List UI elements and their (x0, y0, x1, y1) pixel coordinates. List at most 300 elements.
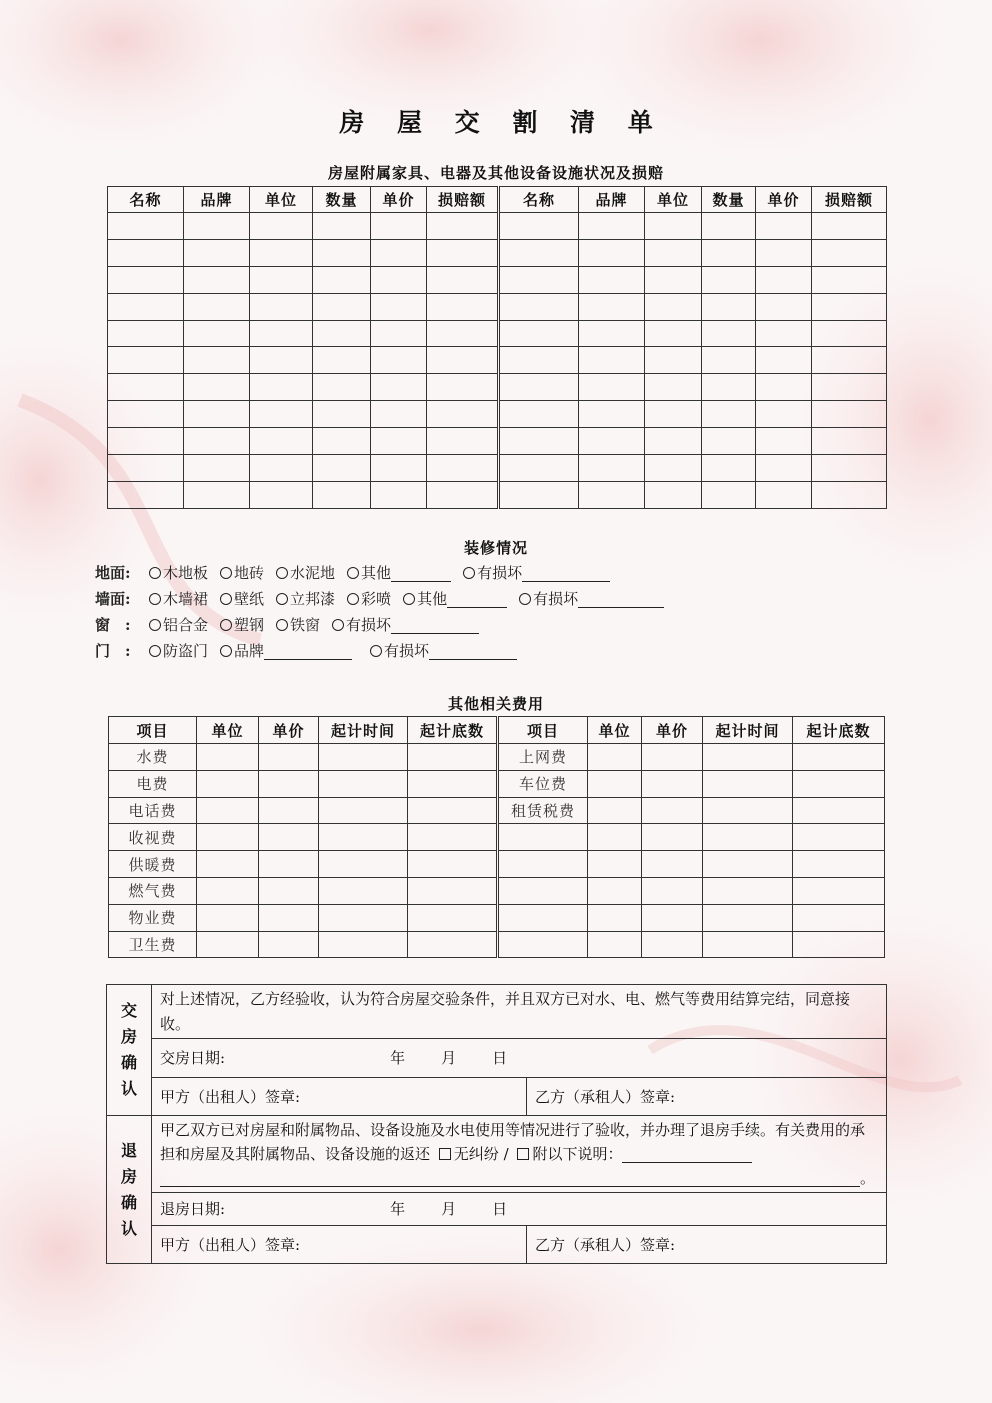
fee-cell[interactable] (259, 851, 319, 878)
radio-circle-icon (276, 593, 288, 605)
fee-row (109, 931, 885, 958)
option-cement[interactable]: 水泥地 (276, 562, 335, 584)
furniture-cell[interactable] (250, 455, 313, 482)
option-damaged[interactable]: 有损坏 (463, 562, 610, 584)
furniture-cell[interactable] (756, 293, 812, 320)
furniture-cell[interactable] (645, 455, 702, 482)
checkout-date[interactable] (152, 1193, 887, 1226)
furniture-cell[interactable] (499, 239, 579, 266)
note-blank[interactable] (622, 1146, 752, 1163)
checkout-date-row (107, 1193, 887, 1226)
option-damaged[interactable]: 有损坏 (519, 588, 664, 610)
furniture-cell[interactable] (184, 428, 250, 455)
furniture-cell[interactable] (250, 293, 313, 320)
fee-cell[interactable] (408, 824, 498, 851)
furniture-cell[interactable] (645, 293, 702, 320)
furniture-cell[interactable] (427, 293, 499, 320)
fee-item-left: 收视费 (109, 824, 197, 851)
header-unit: 单位 (645, 187, 702, 213)
fee-cell[interactable] (642, 877, 703, 904)
furniture-cell[interactable] (499, 428, 579, 455)
header-start-time: 起计时间 (319, 717, 408, 744)
furniture-cell[interactable] (702, 320, 756, 347)
option-other[interactable]: 其他 (347, 562, 451, 584)
radio-circle-icon (220, 645, 232, 657)
fee-row (109, 824, 885, 851)
fee-cell[interactable] (259, 744, 319, 771)
furniture-cell[interactable] (756, 239, 812, 266)
furniture-cell[interactable] (579, 455, 645, 482)
furniture-cell[interactable] (702, 401, 756, 428)
furniture-cell[interactable] (108, 455, 184, 482)
furniture-cell[interactable] (812, 347, 887, 374)
fee-cell[interactable] (319, 931, 408, 958)
day-label: 日 (492, 1200, 508, 1218)
furniture-cell[interactable] (812, 266, 887, 293)
furniture-cell[interactable] (499, 481, 579, 508)
furniture-cell[interactable] (645, 481, 702, 508)
option-security-door[interactable]: 防盗门 (149, 640, 208, 662)
furniture-cell[interactable] (250, 481, 313, 508)
furniture-cell[interactable] (499, 293, 579, 320)
checkbox-icon[interactable] (439, 1148, 451, 1160)
furniture-cell[interactable] (756, 481, 812, 508)
fee-cell[interactable] (259, 931, 319, 958)
furniture-cell[interactable] (702, 455, 756, 482)
fee-cell[interactable] (642, 904, 703, 931)
fee-item-left: 电话费 (109, 797, 197, 824)
furniture-cell[interactable] (371, 481, 427, 508)
header-unit-price: 单价 (756, 187, 812, 213)
option-wood-floor[interactable]: 木地板 (149, 562, 208, 584)
furniture-cell[interactable] (579, 293, 645, 320)
furniture-cell[interactable] (371, 374, 427, 401)
other-blank[interactable] (447, 591, 507, 608)
fee-cell[interactable] (793, 770, 885, 797)
header-start-time: 起计时间 (703, 717, 793, 744)
fee-cell[interactable] (703, 744, 793, 771)
fee-cell[interactable] (703, 770, 793, 797)
furniture-cell[interactable] (371, 239, 427, 266)
furniture-cell[interactable] (427, 401, 499, 428)
furniture-cell[interactable] (371, 455, 427, 482)
furniture-cell[interactable] (499, 401, 579, 428)
fee-cell[interactable] (197, 824, 259, 851)
fee-cell[interactable] (793, 931, 885, 958)
header-unit-price: 单价 (259, 717, 319, 744)
fee-cell[interactable] (197, 797, 259, 824)
furniture-cell[interactable] (313, 374, 371, 401)
furniture-cell[interactable] (250, 213, 313, 240)
fee-cell[interactable] (319, 797, 408, 824)
furniture-cell[interactable] (184, 481, 250, 508)
fee-cell[interactable] (703, 877, 793, 904)
month-label: 月 (441, 1049, 457, 1067)
furniture-cell[interactable] (756, 428, 812, 455)
fee-cell[interactable] (408, 904, 498, 931)
furniture-row (108, 401, 887, 428)
option-brand[interactable]: 品牌 (220, 640, 352, 662)
fee-cell[interactable] (197, 770, 259, 797)
fee-item-right (498, 851, 588, 878)
furniture-cell[interactable] (427, 428, 499, 455)
handover-party-a-signature[interactable]: 甲方（出租人）签章: (152, 1078, 527, 1116)
furniture-cell[interactable] (645, 401, 702, 428)
damaged-blank[interactable] (522, 565, 610, 582)
furniture-cell[interactable] (108, 239, 184, 266)
radio-circle-icon (276, 619, 288, 631)
day-label: 日 (492, 1049, 508, 1067)
furniture-cell[interactable] (250, 239, 313, 266)
checkout-label: 退 房 确 认 (107, 1116, 152, 1264)
checkout-signature-row (107, 1226, 887, 1264)
fee-cell[interactable] (408, 931, 498, 958)
fee-cell[interactable] (197, 851, 259, 878)
furniture-cell[interactable] (645, 374, 702, 401)
fee-cell[interactable] (703, 824, 793, 851)
furniture-cell[interactable] (313, 455, 371, 482)
furniture-cell[interactable] (812, 481, 887, 508)
fee-cell[interactable] (642, 797, 703, 824)
furniture-cell[interactable] (427, 374, 499, 401)
furniture-cell[interactable] (756, 213, 812, 240)
checkout-statement-text: 甲乙双方已对房屋和附属物品、设备设施及水电使用等情况进行了验收，并办理了退房手续。有关费用的承担和房屋及其附属物品、设备设施的返还 (160, 1121, 866, 1163)
other-blank[interactable] (391, 565, 451, 582)
furniture-row (108, 347, 887, 374)
fee-item-right: 车位费 (498, 770, 588, 797)
option-spray[interactable]: 彩喷 (347, 588, 391, 610)
furniture-cell[interactable] (579, 347, 645, 374)
furniture-cell[interactable] (499, 347, 579, 374)
fee-cell[interactable] (319, 877, 408, 904)
header-start-reading: 起计底数 (408, 717, 498, 744)
furniture-cell[interactable] (371, 213, 427, 240)
fee-cell[interactable] (588, 877, 642, 904)
option-wallpaper[interactable]: 壁纸 (220, 588, 264, 610)
furniture-cell[interactable] (812, 239, 887, 266)
fee-cell[interactable] (319, 904, 408, 931)
furniture-cell[interactable] (184, 320, 250, 347)
furniture-cell[interactable] (184, 266, 250, 293)
furniture-row (108, 481, 887, 508)
fee-item-right: 上网费 (498, 744, 588, 771)
furniture-cell[interactable] (702, 293, 756, 320)
window-label: 窗 : (95, 616, 131, 634)
damaged-blank[interactable] (429, 643, 517, 660)
header-unit-price: 单价 (371, 187, 427, 213)
wall-label: 墙面: (95, 590, 131, 608)
fee-cell[interactable] (197, 744, 259, 771)
checkout-party-b-signature[interactable]: 乙方（承租人）签章: (527, 1226, 887, 1264)
fee-cell[interactable] (703, 904, 793, 931)
confirmation-table (106, 984, 887, 1264)
year-label: 年 (390, 1200, 406, 1218)
furniture-cell[interactable] (645, 213, 702, 240)
handover-statement-row (107, 985, 887, 1039)
radio-circle-icon (519, 593, 531, 605)
furniture-cell[interactable] (313, 293, 371, 320)
furniture-cell[interactable] (313, 347, 371, 374)
fee-cell[interactable] (319, 744, 408, 771)
furniture-cell[interactable] (184, 374, 250, 401)
header-unit: 单位 (197, 717, 259, 744)
furniture-cell[interactable] (812, 428, 887, 455)
option-tile[interactable]: 地砖 (220, 562, 264, 584)
furniture-cell[interactable] (645, 320, 702, 347)
furniture-cell[interactable] (756, 347, 812, 374)
header-item: 项目 (498, 717, 588, 744)
furniture-cell[interactable] (579, 401, 645, 428)
furniture-cell[interactable] (250, 401, 313, 428)
radio-circle-icon (149, 619, 161, 631)
checkbox-icon[interactable] (517, 1148, 529, 1160)
furniture-cell[interactable] (756, 320, 812, 347)
handover-party-b-signature[interactable]: 乙方（承租人）签章: (527, 1078, 887, 1116)
fee-cell[interactable] (642, 744, 703, 771)
checkout-party-a-signature[interactable]: 甲方（出租人）签章: (152, 1226, 527, 1264)
note-label: 附以下说明： (532, 1145, 623, 1163)
furniture-cell[interactable] (499, 374, 579, 401)
furniture-cell[interactable] (313, 266, 371, 293)
furniture-cell[interactable] (579, 320, 645, 347)
fee-cell[interactable] (408, 877, 498, 904)
fee-item-right: 租赁税费 (498, 797, 588, 824)
radio-circle-icon (149, 645, 161, 657)
fee-item-right (498, 931, 588, 958)
furniture-cell[interactable] (645, 428, 702, 455)
fee-cell[interactable] (588, 851, 642, 878)
furniture-cell[interactable] (371, 266, 427, 293)
furniture-cell[interactable] (427, 239, 499, 266)
furniture-cell[interactable] (702, 266, 756, 293)
fee-item-right (498, 904, 588, 931)
furniture-cell[interactable] (756, 455, 812, 482)
furniture-cell[interactable] (250, 374, 313, 401)
radio-circle-icon (347, 593, 359, 605)
damaged-blank[interactable] (391, 617, 479, 634)
furniture-cell[interactable] (108, 266, 184, 293)
fee-cell[interactable] (793, 797, 885, 824)
furniture-cell[interactable] (108, 401, 184, 428)
furniture-cell[interactable] (313, 213, 371, 240)
fee-cell[interactable] (588, 824, 642, 851)
furniture-cell[interactable] (184, 347, 250, 374)
furniture-cell[interactable] (702, 428, 756, 455)
header-compensation: 损赔额 (427, 187, 499, 213)
furniture-cell[interactable] (702, 347, 756, 374)
radio-circle-icon (403, 593, 415, 605)
option-damaged[interactable]: 有损坏 (332, 614, 479, 636)
fee-cell[interactable] (259, 797, 319, 824)
fee-cell[interactable] (197, 904, 259, 931)
header-name: 名称 (108, 187, 184, 213)
furniture-cell[interactable] (579, 374, 645, 401)
furniture-cell[interactable] (371, 428, 427, 455)
fee-cell[interactable] (408, 744, 498, 771)
furniture-cell[interactable] (579, 428, 645, 455)
option-damaged[interactable]: 有损坏 (370, 640, 517, 662)
furniture-cell[interactable] (579, 213, 645, 240)
furniture-cell[interactable] (812, 401, 887, 428)
fee-cell[interactable] (588, 744, 642, 771)
furniture-cell[interactable] (579, 481, 645, 508)
furniture-cell[interactable] (812, 213, 887, 240)
furniture-cell[interactable] (812, 455, 887, 482)
furniture-cell[interactable] (702, 481, 756, 508)
furniture-cell[interactable] (250, 320, 313, 347)
fee-cell[interactable] (408, 797, 498, 824)
option-plastic-steel[interactable]: 塑钢 (220, 614, 264, 636)
option-aluminum[interactable]: 铝合金 (149, 614, 208, 636)
header-unit: 单位 (250, 187, 313, 213)
fee-cell[interactable] (793, 851, 885, 878)
fee-cell[interactable] (408, 770, 498, 797)
furniture-cell[interactable] (184, 401, 250, 428)
furniture-cell[interactable] (645, 347, 702, 374)
furniture-cell[interactable] (313, 401, 371, 428)
door-row (95, 640, 529, 662)
fee-cell[interactable] (642, 770, 703, 797)
damaged-blank[interactable] (578, 591, 664, 608)
note-blank-line[interactable] (160, 1170, 860, 1187)
fee-cell[interactable] (259, 824, 319, 851)
radio-circle-icon (149, 567, 161, 579)
furniture-cell[interactable] (579, 266, 645, 293)
fee-cell[interactable] (319, 851, 408, 878)
option-paint[interactable]: 立邦漆 (276, 588, 335, 610)
furniture-cell[interactable] (702, 213, 756, 240)
furniture-cell[interactable] (427, 320, 499, 347)
handover-date-row (107, 1039, 887, 1078)
fee-item-left: 供暖费 (109, 851, 197, 878)
furniture-cell[interactable] (499, 320, 579, 347)
fees-table (108, 716, 885, 958)
fee-cell[interactable] (197, 877, 259, 904)
header-unit: 单位 (588, 717, 642, 744)
fee-item-right (498, 824, 588, 851)
furniture-cell[interactable] (756, 266, 812, 293)
option-iron-window[interactable]: 铁窗 (276, 614, 320, 636)
furniture-cell[interactable] (184, 293, 250, 320)
fee-cell[interactable] (408, 851, 498, 878)
furniture-cell[interactable] (108, 428, 184, 455)
fee-cell[interactable] (703, 851, 793, 878)
furniture-cell[interactable] (108, 293, 184, 320)
furniture-cell[interactable] (250, 428, 313, 455)
furniture-row (108, 266, 887, 293)
furniture-cell[interactable] (184, 455, 250, 482)
fee-cell[interactable] (588, 931, 642, 958)
furniture-cell[interactable] (184, 239, 250, 266)
fee-cell[interactable] (259, 904, 319, 931)
furniture-cell[interactable] (108, 481, 184, 508)
fee-cell[interactable] (588, 770, 642, 797)
furniture-cell[interactable] (812, 293, 887, 320)
furniture-cell[interactable] (427, 213, 499, 240)
furniture-cell[interactable] (313, 320, 371, 347)
furniture-cell[interactable] (812, 374, 887, 401)
fee-cell[interactable] (793, 824, 885, 851)
radio-circle-icon (276, 567, 288, 579)
furniture-cell[interactable] (645, 239, 702, 266)
furniture-row (108, 455, 887, 482)
furniture-cell[interactable] (427, 347, 499, 374)
furniture-cell[interactable] (371, 401, 427, 428)
fee-cell[interactable] (642, 824, 703, 851)
fee-cell[interactable] (259, 877, 319, 904)
handover-statement: 对上述情况，乙方经验收，认为符合房屋交验条件，并且双方已对水、电、燃气等费用结算完结，同意接收。 (152, 985, 887, 1039)
furniture-cell[interactable] (108, 374, 184, 401)
furniture-cell[interactable] (313, 428, 371, 455)
option-wood-wainscot[interactable]: 木墙裙 (149, 588, 208, 610)
fee-cell[interactable] (793, 744, 885, 771)
fee-cell[interactable] (793, 904, 885, 931)
furniture-cell[interactable] (250, 266, 313, 293)
furniture-cell[interactable] (756, 401, 812, 428)
furniture-cell[interactable] (499, 455, 579, 482)
furniture-cell[interactable] (499, 213, 579, 240)
option-other[interactable]: 其他 (403, 588, 507, 610)
fee-row (109, 797, 885, 824)
furniture-cell[interactable] (250, 347, 313, 374)
furniture-cell[interactable] (812, 320, 887, 347)
fee-cell[interactable] (703, 797, 793, 824)
furniture-cell[interactable] (427, 455, 499, 482)
furniture-cell[interactable] (499, 266, 579, 293)
fee-item-left: 物业费 (109, 904, 197, 931)
radio-circle-icon (463, 567, 475, 579)
furniture-cell[interactable] (313, 481, 371, 508)
fee-item-left: 卫生费 (109, 931, 197, 958)
header-brand: 品牌 (579, 187, 645, 213)
header-unit-price: 单价 (642, 717, 703, 744)
furniture-cell[interactable] (371, 347, 427, 374)
fee-cell[interactable] (703, 931, 793, 958)
fee-cell[interactable] (588, 797, 642, 824)
furniture-cell[interactable] (427, 481, 499, 508)
fee-cell[interactable] (642, 851, 703, 878)
radio-circle-icon (220, 593, 232, 605)
header-item: 项目 (109, 717, 197, 744)
furniture-cell[interactable] (427, 266, 499, 293)
fee-cell[interactable] (319, 770, 408, 797)
furniture-cell[interactable] (756, 374, 812, 401)
brand-blank[interactable] (264, 643, 352, 660)
fee-cell[interactable] (259, 770, 319, 797)
fee-cell[interactable] (642, 931, 703, 958)
furniture-cell[interactable] (108, 347, 184, 374)
furniture-cell[interactable] (371, 293, 427, 320)
furniture-cell[interactable] (108, 320, 184, 347)
furniture-cell[interactable] (371, 320, 427, 347)
fee-cell[interactable] (197, 931, 259, 958)
fee-item-left: 电费 (109, 770, 197, 797)
fee-cell[interactable] (319, 824, 408, 851)
furniture-cell[interactable] (645, 266, 702, 293)
furniture-cell[interactable] (184, 213, 250, 240)
handover-signature-row (107, 1078, 887, 1116)
fee-cell[interactable] (588, 904, 642, 931)
radio-circle-icon (149, 593, 161, 605)
fee-cell[interactable] (793, 877, 885, 904)
furniture-cell[interactable] (579, 239, 645, 266)
furniture-cell[interactable] (108, 213, 184, 240)
furniture-cell[interactable] (702, 239, 756, 266)
furniture-row (108, 320, 887, 347)
furniture-cell[interactable] (313, 239, 371, 266)
handover-date[interactable] (152, 1039, 887, 1078)
furniture-cell[interactable] (702, 374, 756, 401)
